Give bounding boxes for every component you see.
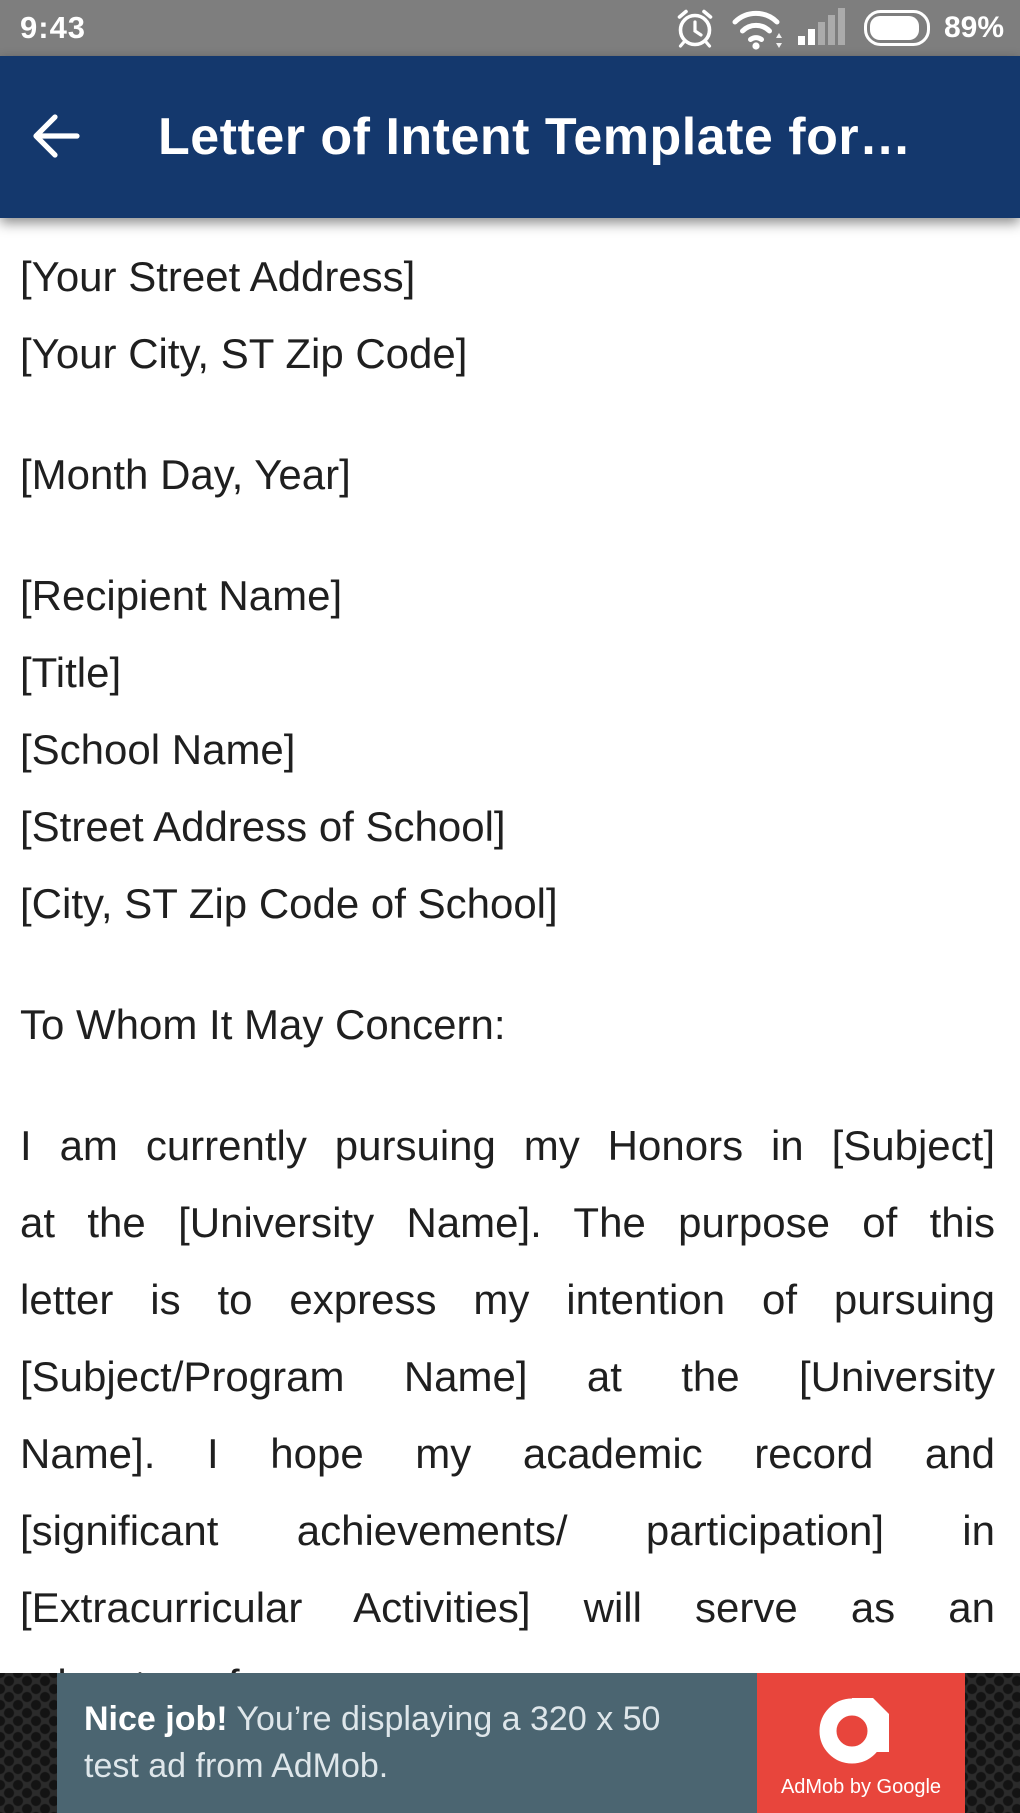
letter-line: [Month Day, Year] [20, 451, 351, 498]
paragraph-line: [significant achievements/ participation] in [20, 1507, 995, 1554]
sender-address-block [20, 238, 995, 392]
date-block [20, 436, 995, 513]
ad-content[interactable] [57, 1673, 757, 1813]
paragraph-line: Name]. I hope my academic record and [20, 1430, 995, 1477]
battery-icon [864, 10, 930, 46]
signal-icon [798, 8, 850, 48]
letter-line: [Title] [20, 649, 122, 696]
page-title: Letter of Intent Template for… [158, 108, 912, 166]
alarm-icon [672, 5, 718, 51]
battery-percent: 89% [943, 11, 1004, 44]
salutation [20, 986, 995, 1063]
status-bar [0, 0, 1020, 56]
paragraph-line: letter is to express my intention of pursuing [20, 1276, 995, 1323]
letter-line: [City, ST Zip Code of School] [20, 880, 558, 927]
ad-subline: test ad from AdMob. [84, 1747, 389, 1785]
body-paragraph [20, 1107, 995, 1723]
letter-scroll-view[interactable] [0, 218, 1020, 1813]
admob-brand-panel[interactable] [757, 1673, 965, 1813]
app-bar [0, 56, 1020, 218]
letter-line: [Recipient Name] [20, 572, 343, 619]
back-button[interactable] [0, 56, 110, 218]
ad-headline-rest: You’re displaying a 320 x 50 [227, 1700, 661, 1738]
letter-line: To Whom It May Concern: [20, 1001, 506, 1048]
letter-line: [Street Address of School] [20, 803, 506, 850]
recipient-address-block [20, 557, 995, 942]
ad-banner [0, 1673, 1020, 1813]
paragraph-line: [Subject/Program Name] at the [University [20, 1353, 995, 1400]
arrow-left-icon [29, 110, 81, 165]
status-icons [672, 5, 1004, 51]
letter-line: [Your Street Address] [20, 253, 416, 300]
ad-headline-bold: Nice job! [84, 1700, 228, 1738]
letter-line: [Your City, ST Zip Code] [20, 330, 468, 377]
paragraph-line: I am currently pursuing my Honors in [Subject] [20, 1122, 995, 1169]
wifi-icon [732, 5, 784, 51]
clock-time: 9:43 [20, 10, 87, 45]
letter-line: [School Name] [20, 726, 296, 773]
paragraph-line: at the [University Name]. The purpose of this [20, 1199, 995, 1246]
admob-logo-icon [819, 1684, 903, 1773]
paragraph-line: [Extracurricular Activities] will serve as an [20, 1584, 995, 1631]
ad-headline [84, 1696, 757, 1743]
admob-brand-label: AdMob by Google [780, 1776, 942, 1798]
